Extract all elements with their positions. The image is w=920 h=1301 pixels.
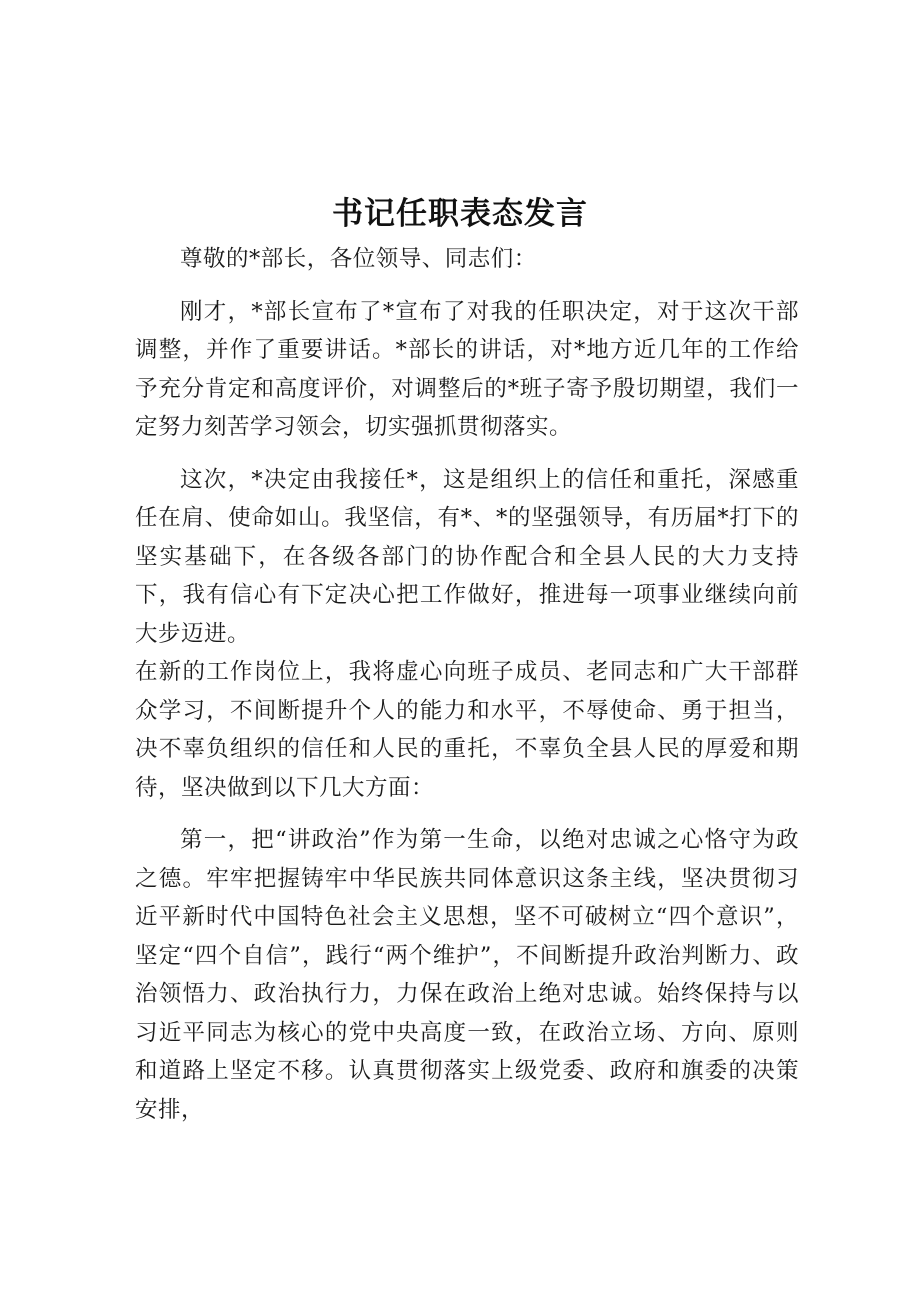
salutation: 尊敬的*部长，各位领导、同志们： xyxy=(180,246,537,272)
document-body xyxy=(135,240,799,1143)
paragraph-announcement: 刚才，*部长宣布了*宣布了对我的任职决定，对于这次干部调整，并作了重要讲话。*部长的讲话，对*地方近几年的工作给予充分肯定和高度评价，对调整后的*班子寄予殷切期望，我们一定努力刻苦学习领会，切实强抓贯彻落实。 xyxy=(135,298,799,440)
paragraph-first-point: 第一，把“讲政治”作为第一生命，以绝对忠诚之心恪守为政之德。牢牢把握铸牢中华民族共同体意识这条主线，坚决贯彻习近平新时代中国特色社会主义思想，坚不可破树立“四个意识”，坚定“四个自信”，践行“两个维护”，不间断提升政治判断力、政治领悟力、政治执行力，力保在政治上绝对忠诚。始终保持与以习近平同志为核心的党中央高度一致，在政治立场、方向、原则和道路上坚定不移。认真贯彻落实上级党委、政府和旗委的决策安排， xyxy=(135,827,799,1123)
paragraph-commitment: 在新的工作岗位上，我将虚心向班子成员、老同志和广大干部群众学习，不间断提升个人的能力和水平，不辱使命、勇于担当，决不辜负组织的信任和人民的重托，不辜负全县人民的厚爱和期待，坚决做到以下几大方面： xyxy=(135,659,799,801)
paragraph-appointment: 这次，*决定由我接任*，这是组织上的信任和重托，深感重任在肩、使命如山。我坚信，有*、*的坚强领导，有历届*打下的坚实基础下，在各级各部门的协作配合和全县人民的大力支持下，我有信心有下定决心把工作做好，推进每一项事业继续向前大步迈进。 xyxy=(135,466,799,647)
document-title: 书记任职表态发言 xyxy=(332,196,588,232)
